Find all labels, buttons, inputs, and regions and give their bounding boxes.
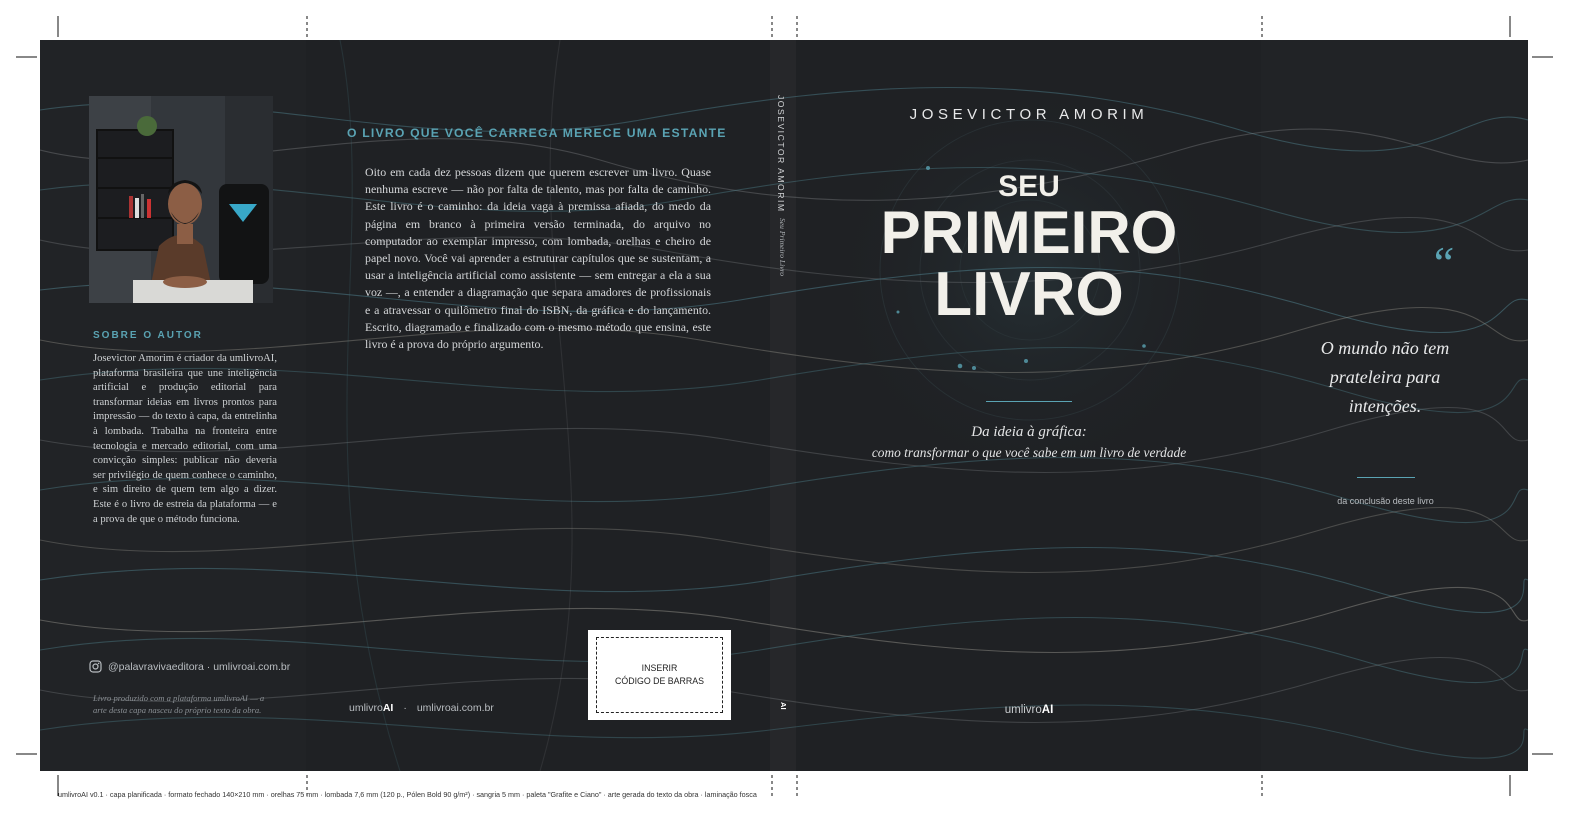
back-brand-prefix: umlivro [349, 702, 383, 714]
spine-logo: AI [779, 702, 788, 710]
quote-mark-icon: “ [1429, 237, 1455, 288]
title-small: SEU [998, 170, 1060, 203]
social-handle: @palavravivaeditora · umlivroai.com.br [108, 660, 291, 673]
back-brand-suffix: AI [382, 702, 394, 714]
back-brand [349, 702, 494, 714]
subtitle-line-1: Da ideia à gráfica: [971, 424, 1087, 440]
quote-source: da conclusão deste livro [1337, 496, 1434, 506]
barcode-line-1: INSERIR [641, 663, 678, 673]
title-line-2: LIVRO [934, 260, 1124, 329]
barcode-line-2: CÓDIGO DE BARRAS [615, 676, 704, 686]
author-photo [89, 96, 273, 303]
barcode-box [596, 637, 723, 713]
back-site: umlivroai.com.br [416, 702, 494, 714]
back-blurb: Oito em cada dez pessoas dizem que querem escrever um livro. Quase nenhuma escreve — não por falta de talento, mas por falta de caminho. Este livro é o caminho: da ideia vaga à premissa afiada, do medo da página em branco à primeira versão terminada, do arquivo no computador ao exemplar impresso, com lombada, orelhas e cheiro de papel novo. Você vai aprender a estruturar capítulos que se sustentam, a usar a inteligência artificial como assistente — sem entregar a ela a sua voz —, a entender a diagramação que separa amadores de profissionais e a atravessar o quilômetro final do ISBN, da gráfica e do lançamento. Escrito, diagramado e finalizado com o mesmo método que ensina, este livro é a prova do próprio argumento. [365, 165, 711, 352]
book-cover [40, 40, 1528, 771]
front-author: JOSEVICTOR AMORIM [909, 106, 1149, 123]
spine-author: JOSEVICTOR AMORIM [776, 95, 786, 213]
front-divider [986, 401, 1072, 402]
barcode-placeholder [588, 630, 731, 720]
flap-quote: O mundo não tem prateleira para intenções. [1320, 338, 1450, 416]
print-spec-footer: umlivroAI v0.1 · capa planificada · formato fechado 140×210 mm · orelhas 75 mm · lombada 7,6 mm (120 p., Pólen Bold 90 g/m²) · sangria 5 mm · paleta "Grafite e Ciano" · arte gerada do texto da obra · laminação fosca [58, 790, 757, 799]
social-line [89, 660, 290, 673]
spine-title: Seu Primeiro Livro [778, 218, 787, 277]
instagram-icon [89, 660, 102, 673]
author-bio: Josevictor Amorim é criador da umlivroAI, plataforma brasileira que une inteligência artificial e produção editorial para transformar ideias em livros prontos para impressão — do texto à capa, da entrelinha à lombada. Trabalha na fronteira entre tecnologia e mercado editorial, com uma convicção simples: publicar não deveria ser privilégio de quem conhece o caminho, e sim direito de quem tem algo a dizer. Este é o livro de estreia da plataforma — e a prova de que o método funciona. [93, 353, 277, 525]
back-brand-logo [349, 702, 393, 714]
author-portrait-illustration [89, 96, 273, 303]
quote-divider [1357, 477, 1415, 478]
about-author-heading: SOBRE O AUTOR [93, 330, 203, 341]
colophon: Livro produzido com a plataforma umlivroAI — a arte desta capa nasceu do próprio texto da obra. [93, 693, 265, 715]
title-line-1: PRIMEIRO [880, 199, 1178, 266]
front-brand-prefix: umlivro [1004, 704, 1042, 716]
front-brand-suffix: AI [1041, 704, 1054, 716]
back-brand-separator: · [403, 702, 407, 714]
back-heading: O LIVRO QUE VOCÊ CARREGA MERECE UMA ESTANTE [347, 126, 727, 140]
subtitle-line-2: como transformar o que você sabe em um livro de verdade [871, 445, 1187, 460]
subtitle [800, 422, 1258, 463]
front-brand [800, 704, 1258, 716]
